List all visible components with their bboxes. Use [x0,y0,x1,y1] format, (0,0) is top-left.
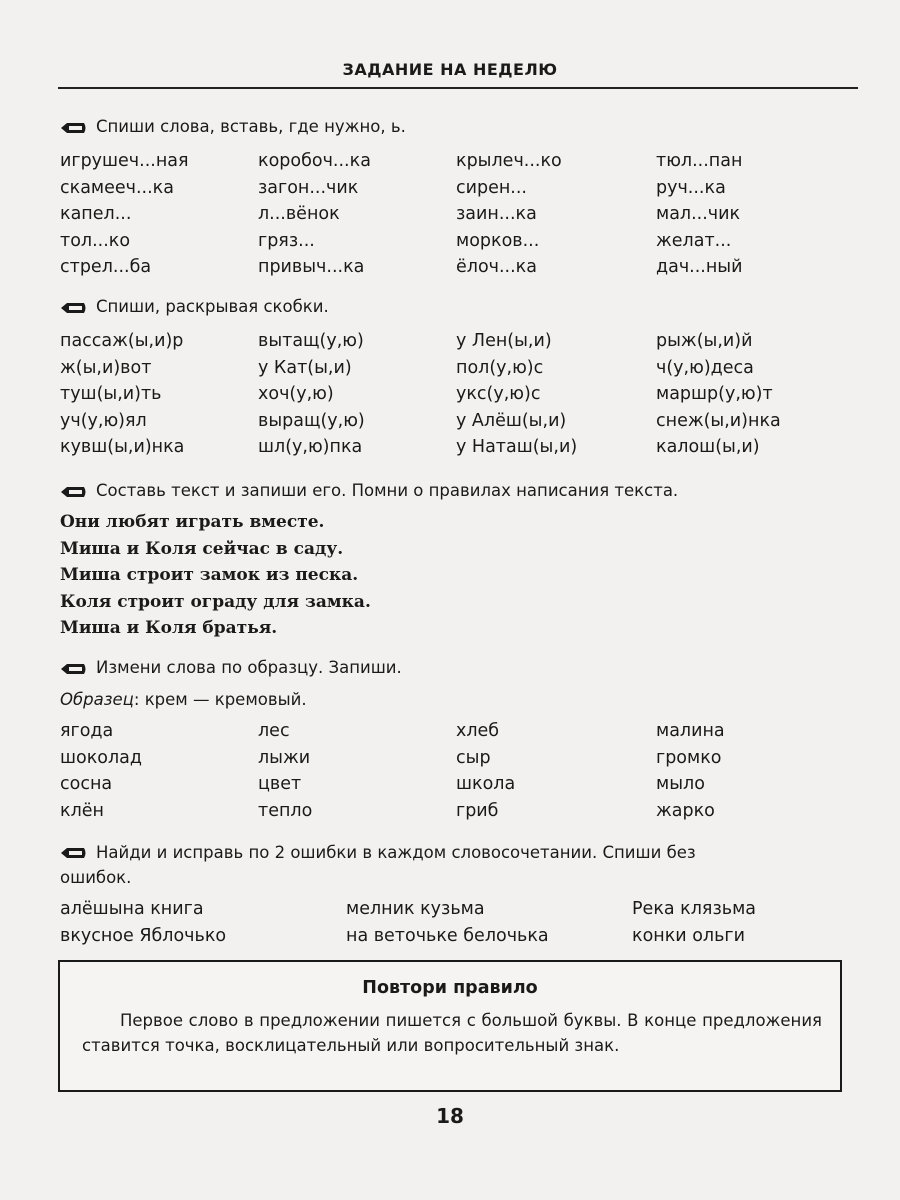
task2-instruction [60,297,329,316]
task1-row [60,254,836,281]
rule-text: Первое слово в предложении пишется с большой буквы. В конце предложения ставится точка, восклицательный или вопросительный знак. [82,1011,822,1055]
word: скамееч...ка [60,177,174,198]
word: тепло [258,800,313,821]
sample-text: : крем — кремовый. [133,690,307,709]
word: лыжи [258,747,311,768]
phrase: Река клязьма [632,899,757,919]
pencil-icon [60,662,88,676]
task3-sentences [60,509,371,642]
task5-phrases [60,896,756,950]
word: капел... [60,204,132,224]
task4-row [60,718,836,745]
word: калош(ы,и) [656,437,760,457]
word: у Алёш(ы,и) [456,410,567,431]
task4-instruction-text: Измени слова по образцу. Запиши. [96,658,402,677]
page-number: 18 [436,1104,464,1128]
task2-word-grid [60,328,836,461]
task2-row [60,328,836,355]
phrase: на веточьке белочька [346,926,549,946]
word: у Кат(ы,и) [258,357,352,378]
word: рыж(ы,и)й [656,331,753,351]
task1-instruction [60,117,406,136]
word: туш(ы,и)ть [60,384,162,404]
task5-instruction [60,840,850,890]
sample-label: Образец [60,690,134,709]
task5-row [60,896,756,923]
sentence: Миша и Коля братья. [60,618,278,638]
word: дач...ный [656,257,743,277]
task1-row [60,201,836,228]
word: л...вёнок [258,204,340,224]
task4-sample [60,690,307,709]
word: сирен... [456,177,527,198]
word: ч(у,ю)деса [656,357,754,378]
task2-row [60,355,836,382]
task2-row [60,381,836,408]
task5-instruction-line2: ошибок. [60,868,132,887]
task3-instruction-text: Составь текст и запиши его. Помни о правилах написания текста. [96,481,679,500]
task1-instruction-text: Спиши слова, вставь, где нужно, ь. [96,117,406,136]
word: мал...чик [656,204,741,224]
task2-instruction-text: Спиши, раскрывая скобки. [96,297,329,316]
word: жарко [656,800,715,821]
rule-box [58,960,842,1092]
pencil-icon [60,846,88,860]
task2-row [60,434,836,461]
task1-row [60,228,836,255]
word: мыло [656,774,705,794]
task4-word-grid [60,718,836,824]
word: тол...ко [60,230,131,251]
pencil-icon [60,485,88,499]
word: игрушеч...ная [60,151,189,171]
word: ж(ы,и)вот [60,357,152,378]
word: гриб [456,800,499,821]
task5-row [60,923,756,950]
word: уч(у,ю)ял [60,410,147,431]
header-divider [58,87,858,89]
word: сыр [456,747,491,768]
word: хлеб [456,721,500,741]
task1-word-grid [60,148,836,281]
word: загон...чик [258,177,359,198]
word: у Наташ(ы,и) [456,437,578,457]
word: хоч(у,ю) [258,384,334,404]
word: тюл...пан [656,151,743,171]
rule-title: Повтори правило [362,978,538,998]
word: шл(у,ю)пка [258,437,363,457]
word: пол(у,ю)с [456,357,544,378]
word: привыч...ка [258,257,365,277]
word: пассаж(ы,и)р [60,331,184,351]
word: выращ(у,ю) [258,410,365,431]
sentence: Коля строит ограду для замка. [60,591,371,612]
word: клён [60,800,104,821]
task4-row [60,798,836,825]
word: укс(у,ю)с [456,384,541,404]
sentence: Миша и Коля сейчас в саду. [60,538,344,559]
phrase: мелник кузьма [346,899,485,919]
word: вытащ(у,ю) [258,331,364,351]
task5-instruction-line1: Найди и исправь по 2 ошибки в каждом словосочетании. Спиши без [96,843,696,862]
task3-instruction [60,481,678,500]
word: громко [656,747,722,768]
sentence: Миша строит замок из песка. [60,565,359,585]
task4-instruction [60,658,402,677]
word: маршр(у,ю)т [656,384,773,404]
phrase: вкусное Яблочько [60,926,227,946]
task1-row [60,148,836,175]
word: цвет [258,774,302,794]
word: ягода [60,721,114,741]
word: гряз... [258,230,315,251]
task1-row [60,175,836,202]
word: шоколад [60,747,143,768]
task4-row [60,745,836,772]
task2-row [60,408,836,435]
word: лес [258,721,290,741]
word: ёлоч...ка [456,257,537,277]
phrase: алёшына книга [60,899,204,919]
sentence: Они любят играть вместе. [60,512,325,532]
word: малина [656,721,725,741]
word: морков... [456,230,540,251]
word: заин...ка [456,204,537,224]
phrase: конки ольги [632,926,745,946]
pencil-icon [60,121,88,135]
word: сосна [60,774,113,794]
word: школа [456,774,516,794]
word: руч...ка [656,177,726,198]
word: желат... [656,230,732,251]
word: снеж(ы,и)нка [656,410,781,431]
task4-row [60,771,836,798]
word: кувш(ы,и)нка [60,437,185,457]
page-title: ЗАДАНИЕ НА НЕДЕЛЮ [342,60,558,79]
word: крылеч...ко [456,151,562,171]
word: стрел...ба [60,257,152,277]
word: коробоч...ка [258,151,371,171]
word: у Лен(ы,и) [456,331,552,351]
pencil-icon [60,301,88,315]
